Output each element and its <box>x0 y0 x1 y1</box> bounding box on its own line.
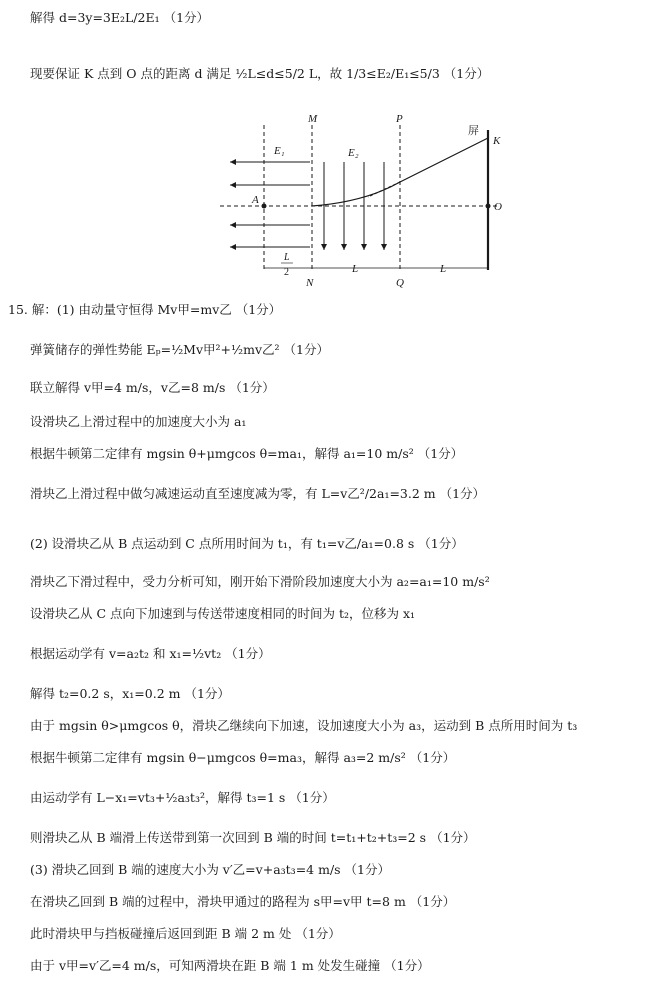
problem-15-heading: 15. 解：(1) 由动量守恒得 Mv甲=mv乙 （1分） <box>8 302 282 317</box>
label-half-L-den: 2 <box>284 267 289 278</box>
label-K: K <box>493 135 501 147</box>
answer-line: 由于 mgsin θ>μmgcos θ，滑块乙继续向下加速，设加速度大小为 a₃，运动到 B 点所用时间为 t₃ <box>30 718 578 733</box>
label-P: P <box>396 113 403 125</box>
label-screen: 屏 <box>468 125 479 137</box>
answer-line-d: 解得 d=3y=3E₂L/2E₁ （1分） <box>30 10 210 25</box>
answer-line-range: 现要保证 K 点到 O 点的距离 d 满足 ½L≤d≤5/2 L，故 1/3≤E₂/E₁≤5/3 （1分） <box>30 66 490 81</box>
answer-line: 根据运动学有 v=a₂t₂ 和 x₁=½vt₂ （1分） <box>30 646 271 661</box>
answer-line: 由于 v甲=v′乙=4 m/s，可知两滑块在距 B 端 1 m 处发生碰撞 （1分） <box>30 958 430 973</box>
answer-line: 由运动学有 L−x₁=vt₃+½a₃t₃²，解得 t₃=1 s （1分） <box>30 790 335 805</box>
answer-line: (2) 设滑块乙从 B 点运动到 C 点所用时间为 t₁，有 t₁=v乙/a₁=0.8 s （1分） <box>30 536 464 551</box>
answer-line: 则滑块乙从 B 端滑上传送带到第一次回到 B 端的时间 t=t₁+t₂+t₃=2 s （1分） <box>30 830 476 845</box>
answer-line: 设滑块乙上滑过程中的加速度大小为 a₁ <box>30 414 247 429</box>
answer-line: 此时滑块甲与挡板碰撞后返回到距 B 端 2 m 处 （1分） <box>30 926 341 941</box>
answer-line: (3) 滑块乙回到 B 端的速度大小为 v′乙=v+a₃t₃=4 m/s （1分） <box>30 862 390 877</box>
label-O: O <box>494 201 502 213</box>
answer-line: 联立解得 v甲=4 m/s，v乙=8 m/s （1分） <box>30 380 275 395</box>
label-M: M <box>308 113 318 125</box>
answer-line: 根据牛顿第二定律有 mgsin θ−μmgcos θ=ma₃，解得 a₃=2 m/s² （1分） <box>30 750 456 765</box>
label-L-right: L <box>440 263 447 275</box>
answer-line: 弹簧储存的弹性势能 Eₚ=½Mv甲²+½mv乙² （1分） <box>30 342 329 357</box>
answer-line: 根据牛顿第二定律有 mgsin θ+μmgcos θ=ma₁，解得 a₁=10 m/s² （1分） <box>30 446 464 461</box>
label-N: N <box>306 277 314 289</box>
answer-line: 解得 t₂=0.2 s，x₁=0.2 m （1分） <box>30 686 230 701</box>
label-L-mid: L <box>352 263 359 275</box>
answer-line: 滑块乙上滑过程中做匀减速运动直至速度减为零，有 L=v乙²/2a₁=3.2 m （1分） <box>30 486 486 501</box>
label-half-L-num: L <box>284 252 290 263</box>
label-E2: E₂ <box>348 147 359 159</box>
answer-line: 在滑块乙回到 B 端的过程中，滑块甲通过的路程为 s甲=v甲 t=8 m （1分） <box>30 894 456 909</box>
answer-line: 滑块乙下滑过程中，受力分析可知，刚开始下滑阶段加速度大小为 a₂=a₁=10 m/s² <box>30 574 490 589</box>
label-A: A <box>252 194 259 206</box>
answer-line: 设滑块乙从 C 点向下加速到与传送带速度相同的时间为 t₂，位移为 x₁ <box>30 606 416 621</box>
label-E1: E₁ <box>274 145 285 157</box>
label-Q: Q <box>396 277 404 289</box>
point-O <box>486 204 491 209</box>
field-diagram <box>200 110 520 290</box>
point-A <box>262 204 267 209</box>
